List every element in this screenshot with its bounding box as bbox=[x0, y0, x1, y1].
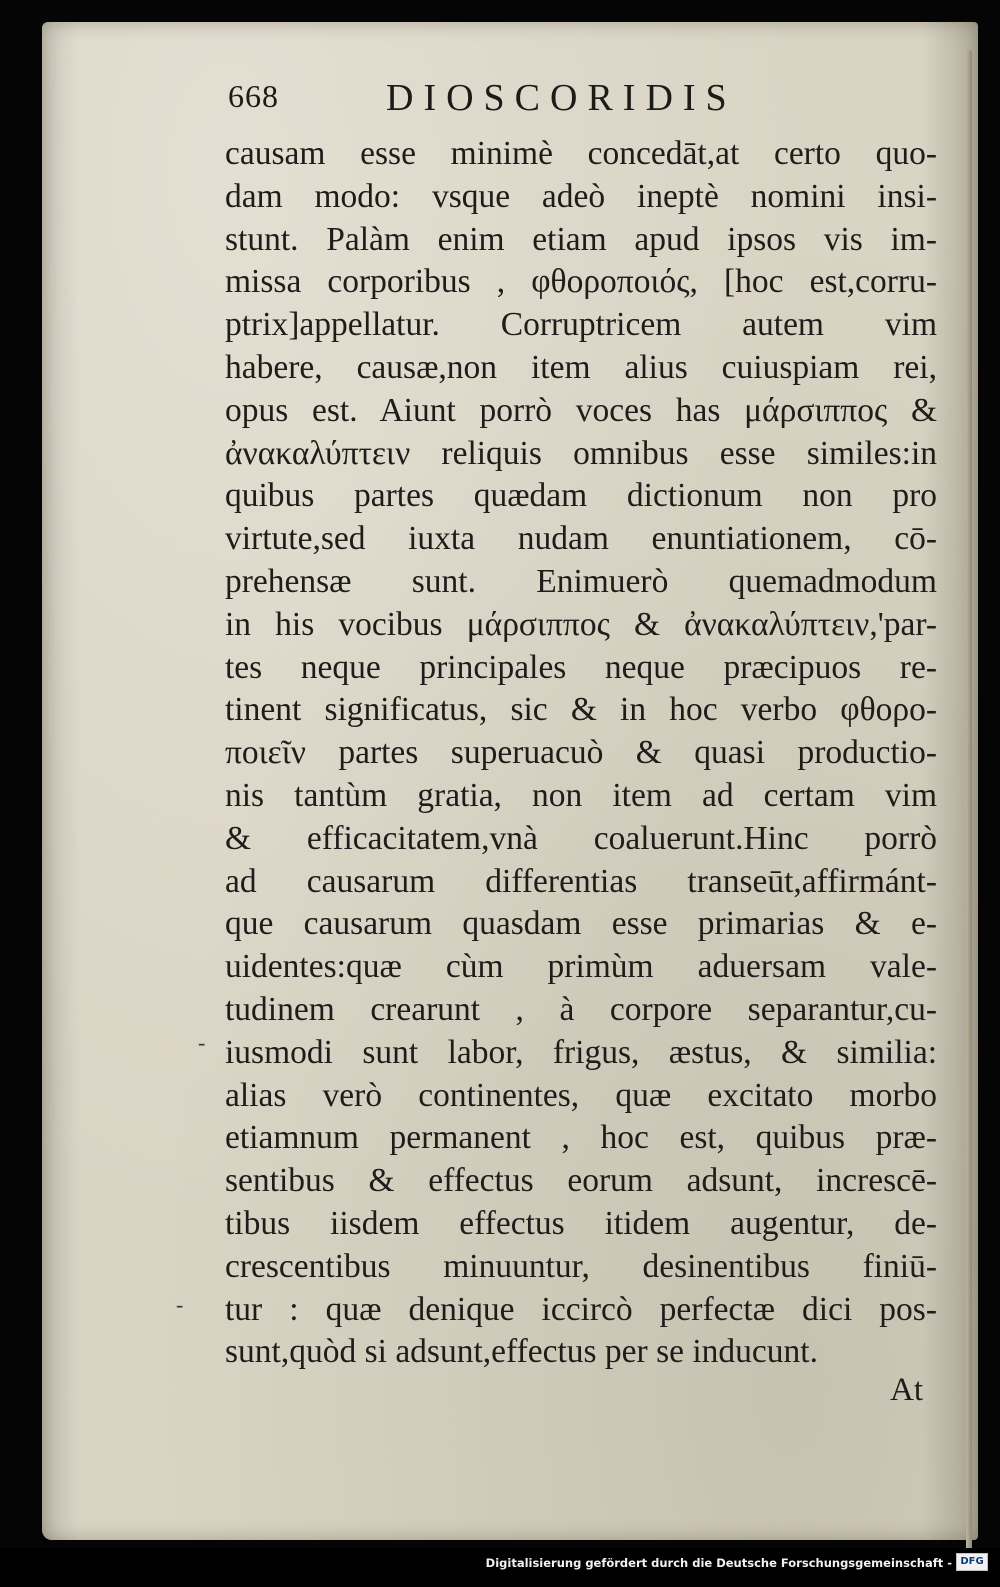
text-line: missa corporibus , φθοροποιός, [hoc est,corru- bbox=[225, 263, 937, 301]
text-line: crescentibus minuuntur, desinentibus finiū- bbox=[225, 1247, 937, 1285]
digitization-credit: Digitalisierung gefördert durch die Deutsche Forschungsgemeinschaft - bbox=[485, 1556, 952, 1570]
text-line: tinent significatus, sic & in hoc verbo φθορο- bbox=[225, 691, 937, 729]
text-line: virtute,sed iuxta nudam enuntiationem, cō- bbox=[225, 520, 937, 558]
catchword: At bbox=[890, 1372, 923, 1408]
text-line: stunt. Palàm enim etiam apud ipsos vis im- bbox=[225, 220, 937, 258]
text-line: causam esse minimè concedāt,at certo quo- bbox=[225, 135, 937, 172]
margin-dash-mark: - bbox=[176, 1292, 184, 1317]
text-line: tibus iisdem effectus itidem augentur, de- bbox=[225, 1204, 937, 1242]
text-line: sentibus & effectus eorum adsunt, increscē- bbox=[225, 1162, 937, 1200]
text-line: dam modo: vsque adeò ineptè nomini insi- bbox=[225, 177, 937, 215]
text-line: in his vocibus μάρσιππος & ἀνακαλύπτειν,'par- bbox=[225, 605, 937, 643]
running-title: DIOSCORIDIS bbox=[386, 77, 737, 119]
dfg-logo: DFG bbox=[956, 1553, 988, 1571]
text-line: prehensæ sunt. Enimuerò quemadmodum bbox=[225, 562, 937, 600]
text-line: ad causarum differentias transeūt,affirmánt- bbox=[225, 862, 937, 900]
margin-dash-mark: - bbox=[198, 1030, 206, 1055]
page-edge bbox=[966, 50, 972, 1558]
text-line: iusmodi sunt labor, frigus, æstus, & similia: bbox=[225, 1033, 937, 1071]
text-line: nis tantùm gratia, non item ad certam vim bbox=[225, 776, 937, 814]
page-header bbox=[228, 78, 928, 128]
text-line: & efficacitatem,vnà coaluerunt.Hinc porrò bbox=[225, 819, 937, 857]
text-line: etiamnum permanent , hoc est, quibus præ- bbox=[225, 1119, 937, 1157]
text-line: ποιεῖν partes superuacuò & quasi productio- bbox=[225, 734, 937, 772]
text-line: que causarum quasdam esse primarias & e- bbox=[225, 905, 937, 943]
body-text bbox=[225, 133, 945, 1374]
text-line: sunt,quòd si adsunt,effectus per se inducunt. bbox=[225, 1333, 818, 1371]
text-line: tudinem crearunt , à corpore separantur,cu- bbox=[225, 990, 937, 1028]
text-line: tes neque principales neque præcipuos re- bbox=[225, 648, 937, 686]
text-line: alias verò continentes, quæ excitato morbo bbox=[225, 1076, 937, 1114]
text-line: uidentes:quæ cùm primùm aduersam vale- bbox=[225, 948, 937, 986]
text-line: habere, causæ,non item alius cuiuspiam rei, bbox=[225, 348, 937, 386]
text-line: ptrix]appellatur. Corruptricem autem vim bbox=[225, 306, 937, 344]
text-line: quibus partes quædam dictionum non pro bbox=[225, 477, 937, 515]
text-line: opus est. Aiunt porrò voces has μάρσιππος & bbox=[225, 391, 937, 429]
text-line: ἀνακαλύπτειν reliquis omnibus esse similes:in bbox=[225, 434, 937, 472]
page-number: 668 bbox=[228, 78, 279, 114]
text-line: tur : quæ denique iccircò perfectæ dici pos- bbox=[225, 1290, 937, 1328]
